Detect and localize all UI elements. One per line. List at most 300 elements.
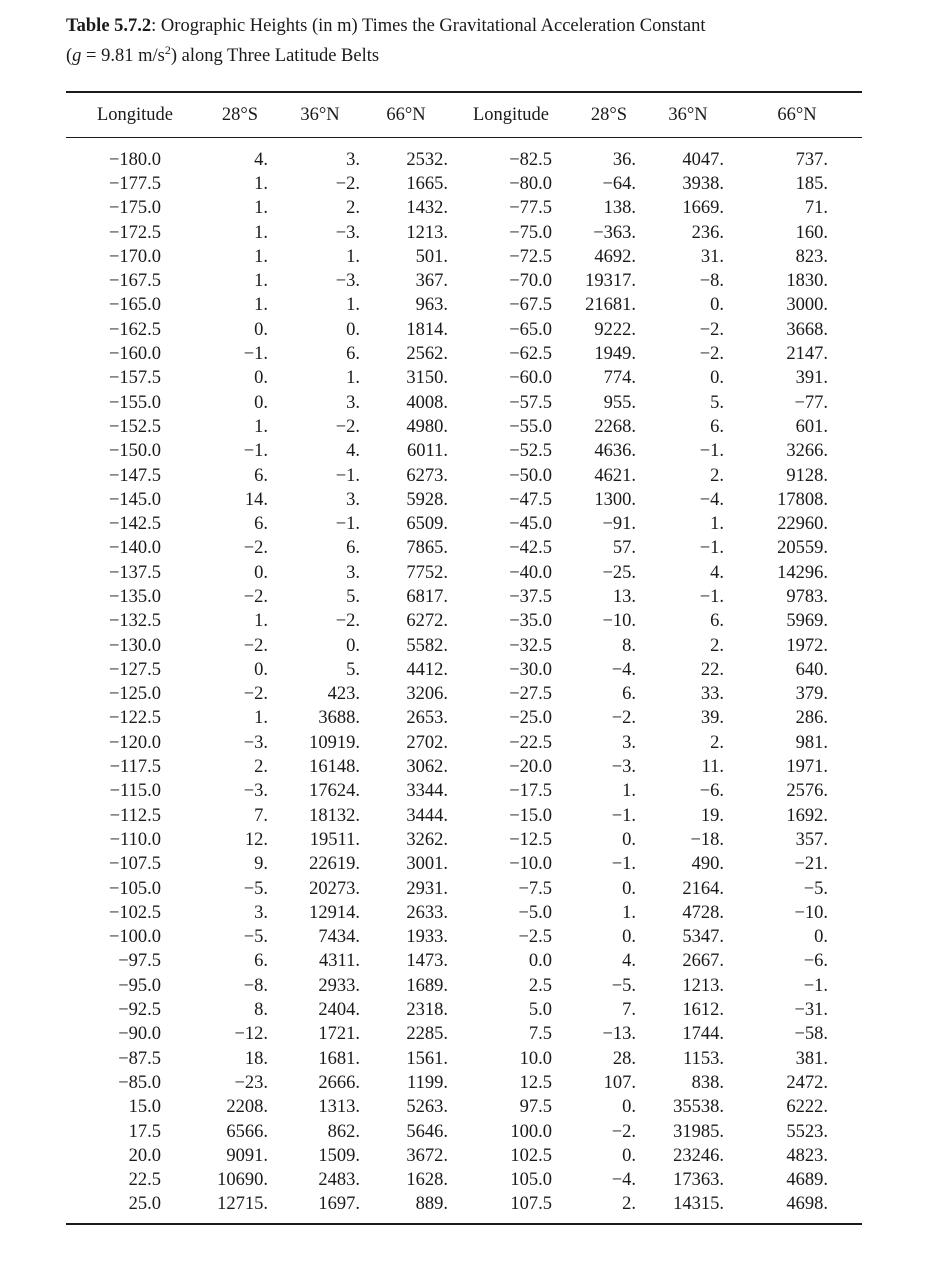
table-cell: −120.0 xyxy=(108,732,161,753)
table-cell: −57.5 xyxy=(509,392,552,413)
table-row xyxy=(66,998,862,1022)
table-cell: 12. xyxy=(244,829,268,850)
table-row xyxy=(66,1144,862,1168)
table-cell: −162.5 xyxy=(108,319,161,340)
table-cell: −91. xyxy=(602,514,636,535)
table-cell: 4698. xyxy=(786,1194,828,1215)
table-cell: 107.5 xyxy=(510,1194,552,1215)
table-cell: 3. xyxy=(346,392,360,413)
table-cell: 6509. xyxy=(406,514,448,535)
table-cell: −130.0 xyxy=(108,635,161,656)
table-cell: 889. xyxy=(415,1194,448,1215)
table-cell: −180.0 xyxy=(108,149,161,170)
table-cell: −132.5 xyxy=(108,611,161,632)
table-cell: 3. xyxy=(346,562,360,583)
table-cell: 57. xyxy=(612,538,636,559)
header-longitude-right: Longitude xyxy=(472,104,550,125)
table-cell: −8. xyxy=(243,975,268,996)
table-cell: −107.5 xyxy=(108,854,161,875)
table-cell: 1300. xyxy=(594,489,636,510)
table-cell: 1. xyxy=(710,514,724,535)
table-cell: 4. xyxy=(622,951,636,972)
table-cell: −4. xyxy=(611,659,636,680)
table-cell: 6. xyxy=(346,538,360,559)
table-cell: 4. xyxy=(346,441,360,462)
document-page xyxy=(66,14,862,1215)
table-cell: 17.5 xyxy=(128,1121,161,1142)
table-row xyxy=(66,901,862,925)
table-cell: −1. xyxy=(335,465,360,486)
table-row xyxy=(66,512,862,536)
table-cell: 1721. xyxy=(318,1024,360,1045)
table-cell: 6272. xyxy=(406,611,448,632)
table-row xyxy=(66,634,862,658)
table-cell: 1971. xyxy=(786,757,828,778)
table-cell: 3688. xyxy=(318,708,360,729)
table-row xyxy=(66,367,862,391)
table-row xyxy=(66,245,862,269)
table-cell: 102.5 xyxy=(510,1145,552,1166)
table-cell: 1. xyxy=(254,198,268,219)
table-cell: −5. xyxy=(611,975,636,996)
table-cell: 4823. xyxy=(786,1145,828,1166)
table-cell: −2. xyxy=(243,684,268,705)
table-cell: −2. xyxy=(243,635,268,656)
table-cell: −157.5 xyxy=(108,368,161,389)
table-cell: 14296. xyxy=(777,562,828,583)
table-row xyxy=(66,1120,862,1144)
table-cell: 100.0 xyxy=(510,1121,552,1142)
table-cell: 12.5 xyxy=(519,1072,552,1093)
table-cell: 1. xyxy=(622,781,636,802)
table-cell: −2. xyxy=(335,611,360,632)
table-cell: 1313. xyxy=(318,1097,360,1118)
table-cell: −80.0 xyxy=(509,173,552,194)
table-cell: 1. xyxy=(254,708,268,729)
table-cell: −172.5 xyxy=(108,222,161,243)
table-cell: 7752. xyxy=(406,562,448,583)
table-cell: −155.0 xyxy=(108,392,161,413)
table-row xyxy=(66,415,862,439)
table-row xyxy=(66,1168,862,1192)
table-cell: 838. xyxy=(691,1072,724,1093)
table-cell: 737. xyxy=(795,149,828,170)
table-row xyxy=(66,877,862,901)
gravity-value: = 9.81 m/s xyxy=(81,46,165,67)
table-cell: 3266. xyxy=(786,441,828,462)
table-cell: 10690. xyxy=(217,1170,268,1191)
table-cell: −3. xyxy=(243,781,268,802)
table-row xyxy=(66,138,862,172)
table-cell: 1213. xyxy=(682,975,724,996)
table-cell: 4728. xyxy=(682,902,724,923)
table-cell: 6. xyxy=(710,416,724,437)
data-table-container xyxy=(66,91,862,1225)
table-cell: 2. xyxy=(710,732,724,753)
table-cell: 2. xyxy=(254,757,268,778)
table-row xyxy=(66,488,862,512)
table-cell: −3. xyxy=(243,732,268,753)
table-cell: −55.0 xyxy=(509,416,552,437)
table-cell: −15.0 xyxy=(509,805,552,826)
table-cell: 774. xyxy=(603,368,636,389)
table-cell: 1933. xyxy=(406,927,448,948)
table-cell: −45.0 xyxy=(509,514,552,535)
table-cell: −3. xyxy=(335,222,360,243)
table-cell: 2931. xyxy=(406,878,448,899)
table-row xyxy=(66,707,862,731)
table-cell: 19317. xyxy=(585,271,636,292)
table-cell: −1. xyxy=(611,854,636,875)
table-cell: 6273. xyxy=(406,465,448,486)
table-cell: −110.0 xyxy=(109,829,161,850)
table-row xyxy=(66,610,862,634)
table-row xyxy=(66,1193,862,1223)
table-cell: −2. xyxy=(611,708,636,729)
table-cell: 1. xyxy=(622,902,636,923)
table-cell: 6566. xyxy=(226,1121,268,1142)
table-cell: −1. xyxy=(699,586,724,607)
table-cell: 2147. xyxy=(786,344,828,365)
table-body xyxy=(66,138,862,1223)
table-cell: −112.5 xyxy=(109,805,161,826)
table-cell: 19. xyxy=(700,805,724,826)
table-cell: −5.0 xyxy=(518,902,552,923)
table-cell: 955. xyxy=(603,392,636,413)
table-cell: 0. xyxy=(710,368,724,389)
table-cell: 31985. xyxy=(673,1121,724,1142)
table-cell: 10.0 xyxy=(519,1048,552,1069)
table-cell: 6. xyxy=(254,951,268,972)
table-cell: −1. xyxy=(699,538,724,559)
table-cell: 0. xyxy=(346,319,360,340)
table-cell: 2933. xyxy=(318,975,360,996)
table-bottom-rule xyxy=(66,1223,862,1225)
table-row xyxy=(66,731,862,755)
table-cell: 1692. xyxy=(786,805,828,826)
table-cell: 8. xyxy=(622,635,636,656)
header-66n-left: 66°N xyxy=(386,104,426,125)
table-caption xyxy=(66,14,862,68)
orographic-heights-table xyxy=(66,93,862,1223)
table-cell: −72.5 xyxy=(509,246,552,267)
table-cell: 6. xyxy=(346,344,360,365)
table-cell: 21681. xyxy=(585,295,636,316)
table-row xyxy=(66,950,862,974)
table-cell: 160. xyxy=(795,222,828,243)
table-cell: 823. xyxy=(795,246,828,267)
table-cell: −3. xyxy=(335,271,360,292)
table-row xyxy=(66,318,862,342)
table-cell: 1681. xyxy=(318,1048,360,1069)
table-row xyxy=(66,683,862,707)
table-cell: 5523. xyxy=(786,1121,828,1142)
table-cell: −117.5 xyxy=(109,757,161,778)
table-cell: −142.5 xyxy=(108,514,161,535)
table-cell: 601. xyxy=(795,416,828,437)
table-cell: −127.5 xyxy=(108,659,161,680)
table-cell: 23246. xyxy=(673,1145,724,1166)
table-cell: 1. xyxy=(346,368,360,389)
table-cell: 4412. xyxy=(406,659,448,680)
table-cell: −4. xyxy=(699,489,724,510)
table-cell: −75.0 xyxy=(509,222,552,243)
table-cell: 6011. xyxy=(407,441,448,462)
table-cell: 10919. xyxy=(309,732,360,753)
table-cell: 15.0 xyxy=(128,1097,161,1118)
table-cell: −42.5 xyxy=(509,538,552,559)
table-cell: 4980. xyxy=(406,416,448,437)
table-cell: 6. xyxy=(254,514,268,535)
table-cell: 3. xyxy=(346,149,360,170)
table-cell: 0. xyxy=(710,295,724,316)
table-cell: −25. xyxy=(602,562,636,583)
table-cell: 3. xyxy=(346,489,360,510)
table-cell: −135.0 xyxy=(108,586,161,607)
table-cell: 1697. xyxy=(318,1194,360,1215)
table-cell: 97.5 xyxy=(519,1097,552,1118)
caption-paren-open: ( xyxy=(66,46,73,67)
table-cell: 5. xyxy=(710,392,724,413)
table-cell: −22.5 xyxy=(509,732,552,753)
header-longitude-left: Longitude xyxy=(96,104,174,125)
table-cell: 16148. xyxy=(309,757,360,778)
table-cell: 28. xyxy=(612,1048,636,1069)
table-cell: 22960. xyxy=(777,514,828,535)
header-28s-right: 28°S xyxy=(590,104,628,125)
table-cell: 5263. xyxy=(406,1097,448,1118)
table-cell: 4636. xyxy=(594,441,636,462)
table-cell: −165.0 xyxy=(108,295,161,316)
table-cell: 12914. xyxy=(309,902,360,923)
table-cell: −65.0 xyxy=(509,319,552,340)
table-cell: 367. xyxy=(415,271,448,292)
table-cell: 22.5 xyxy=(128,1170,161,1191)
table-cell: 9222. xyxy=(594,319,636,340)
table-cell: 9091. xyxy=(226,1145,268,1166)
table-cell: −12. xyxy=(234,1024,268,1045)
table-cell: 981. xyxy=(795,732,828,753)
table-cell: −77. xyxy=(794,392,828,413)
table-cell: −5. xyxy=(243,927,268,948)
table-cell: −3. xyxy=(611,757,636,778)
table-cell: 5928. xyxy=(406,489,448,510)
table-cell: −152.5 xyxy=(108,416,161,437)
table-row xyxy=(66,853,862,877)
table-cell: 0. xyxy=(254,659,268,680)
table-cell: 1199. xyxy=(407,1072,448,1093)
table-cell: 2532. xyxy=(406,149,448,170)
table-cell: 2666. xyxy=(318,1072,360,1093)
table-cell: 4008. xyxy=(406,392,448,413)
table-cell: −363. xyxy=(593,222,636,243)
table-cell: 9. xyxy=(254,854,268,875)
table-row xyxy=(66,342,862,366)
table-cell: 1213. xyxy=(406,222,448,243)
table-cell: −30.0 xyxy=(509,659,552,680)
table-cell: 5582. xyxy=(406,635,448,656)
table-cell: −8. xyxy=(699,271,724,292)
table-cell: 105.0 xyxy=(510,1170,552,1191)
table-cell: 4. xyxy=(710,562,724,583)
table-row xyxy=(66,537,862,561)
table-row xyxy=(66,1096,862,1120)
table-cell: 25.0 xyxy=(128,1194,161,1215)
table-cell: −47.5 xyxy=(509,489,552,510)
table-cell: −1. xyxy=(803,975,828,996)
table-cell: 3262. xyxy=(406,829,448,850)
table-cell: −160.0 xyxy=(108,344,161,365)
table-cell: 0. xyxy=(254,562,268,583)
table-cell: −37.5 xyxy=(509,586,552,607)
table-cell: 6817. xyxy=(406,586,448,607)
table-cell: 5.0 xyxy=(528,1000,552,1021)
table-cell: 1689. xyxy=(406,975,448,996)
table-cell: 0. xyxy=(622,1097,636,1118)
table-cell: 2268. xyxy=(594,416,636,437)
table-cell: 2576. xyxy=(786,781,828,802)
table-cell: 2562. xyxy=(406,344,448,365)
table-cell: −177.5 xyxy=(108,173,161,194)
table-row xyxy=(66,391,862,415)
table-cell: 5347. xyxy=(682,927,724,948)
table-cell: 18. xyxy=(244,1048,268,1069)
table-row xyxy=(66,658,862,682)
table-cell: −147.5 xyxy=(108,465,161,486)
table-row xyxy=(66,221,862,245)
table-cell: 2. xyxy=(346,198,360,219)
table-cell: 17808. xyxy=(777,489,828,510)
table-cell: 1612. xyxy=(682,1000,724,1021)
table-cell: 13. xyxy=(612,586,636,607)
table-cell: 17624. xyxy=(309,781,360,802)
table-cell: 7434. xyxy=(318,927,360,948)
table-cell: 2472. xyxy=(786,1072,828,1093)
table-cell: 1. xyxy=(254,295,268,316)
table-cell: 7. xyxy=(622,1000,636,1021)
table-cell: 391. xyxy=(795,368,828,389)
table-header-row xyxy=(66,93,862,137)
table-cell: −13. xyxy=(602,1024,636,1045)
table-cell: 7865. xyxy=(406,538,448,559)
table-cell: 20.0 xyxy=(128,1145,161,1166)
table-cell: 1830. xyxy=(786,271,828,292)
table-cell: 6. xyxy=(622,684,636,705)
table-cell: 11. xyxy=(701,757,724,778)
table-cell: −122.5 xyxy=(108,708,161,729)
table-cell: −137.5 xyxy=(108,562,161,583)
table-cell: 185. xyxy=(795,173,828,194)
table-cell: 6. xyxy=(710,611,724,632)
header-66n-right: 66°N xyxy=(777,104,817,125)
table-cell: −7.5 xyxy=(518,878,552,899)
table-cell: 2208. xyxy=(226,1097,268,1118)
table-cell: −67.5 xyxy=(509,295,552,316)
table-cell: 2404. xyxy=(318,1000,360,1021)
table-cell: −10. xyxy=(794,902,828,923)
table-row xyxy=(66,974,862,998)
table-cell: 3001. xyxy=(406,854,448,875)
table-cell: 14. xyxy=(244,489,268,510)
table-cell: 2633. xyxy=(406,902,448,923)
table-cell: −1. xyxy=(611,805,636,826)
table-row xyxy=(66,1071,862,1095)
table-cell: 357. xyxy=(795,829,828,850)
table-cell: 2164. xyxy=(682,878,724,899)
table-cell: −40.0 xyxy=(509,562,552,583)
table-cell: 0. xyxy=(622,1145,636,1166)
table-cell: 18132. xyxy=(309,805,360,826)
table-cell: 1. xyxy=(254,173,268,194)
table-cell: 236. xyxy=(691,222,724,243)
table-cell: −167.5 xyxy=(108,271,161,292)
table-cell: −92.5 xyxy=(118,1000,161,1021)
table-cell: 8. xyxy=(254,1000,268,1021)
table-cell: 6. xyxy=(254,465,268,486)
table-cell: −35.0 xyxy=(509,611,552,632)
table-row xyxy=(66,755,862,779)
table-cell: 3672. xyxy=(406,1145,448,1166)
table-cell: −125.0 xyxy=(108,684,161,705)
table-cell: 1. xyxy=(254,222,268,243)
table-cell: 1432. xyxy=(406,198,448,219)
table-cell: 423. xyxy=(327,684,360,705)
table-cell: 3206. xyxy=(406,684,448,705)
gravity-exponent: 2 xyxy=(164,43,171,57)
table-cell: −170.0 xyxy=(108,246,161,267)
table-cell: 963. xyxy=(415,295,448,316)
table-cell: −20.0 xyxy=(509,757,552,778)
table-cell: 0. xyxy=(254,392,268,413)
table-cell: 3. xyxy=(622,732,636,753)
table-cell: −95.0 xyxy=(118,975,161,996)
table-cell: 1665. xyxy=(406,173,448,194)
table-cell: 3344. xyxy=(406,781,448,802)
caption-title: : Orographic Heights (in m) Times the Gravitational Acceleration Constant xyxy=(151,16,706,36)
table-cell: 2. xyxy=(710,465,724,486)
table-cell: −58. xyxy=(794,1024,828,1045)
table-cell: 2318. xyxy=(406,1000,448,1021)
table-cell: −18. xyxy=(690,829,724,850)
table-row xyxy=(66,804,862,828)
table-cell: 19511. xyxy=(309,829,360,850)
table-cell: −62.5 xyxy=(509,344,552,365)
table-cell: −150.0 xyxy=(108,441,161,462)
table-label: Table 5.7.2 xyxy=(66,16,152,36)
table-cell: 5. xyxy=(346,659,360,680)
header-36n-right: 36°N xyxy=(668,104,708,125)
table-cell: 3444. xyxy=(406,805,448,826)
table-cell: 7. xyxy=(254,805,268,826)
table-cell: 2653. xyxy=(406,708,448,729)
table-cell: −175.0 xyxy=(108,198,161,219)
table-cell: 9128. xyxy=(786,465,828,486)
table-cell: 862. xyxy=(327,1121,360,1142)
table-cell: 4689. xyxy=(786,1170,828,1191)
table-cell: 4692. xyxy=(594,246,636,267)
header-28s-left: 28°S xyxy=(221,104,259,125)
table-cell: −115.0 xyxy=(109,781,161,802)
table-cell: 35538. xyxy=(673,1097,724,1118)
table-cell: 0. xyxy=(254,319,268,340)
header-36n-left: 36°N xyxy=(300,104,340,125)
table-cell: 14315. xyxy=(673,1194,724,1215)
table-cell: −87.5 xyxy=(118,1048,161,1069)
table-cell: 12715. xyxy=(217,1194,268,1215)
table-cell: 0. xyxy=(622,927,636,948)
gravity-symbol: g xyxy=(72,46,82,67)
table-cell: 1. xyxy=(254,416,268,437)
